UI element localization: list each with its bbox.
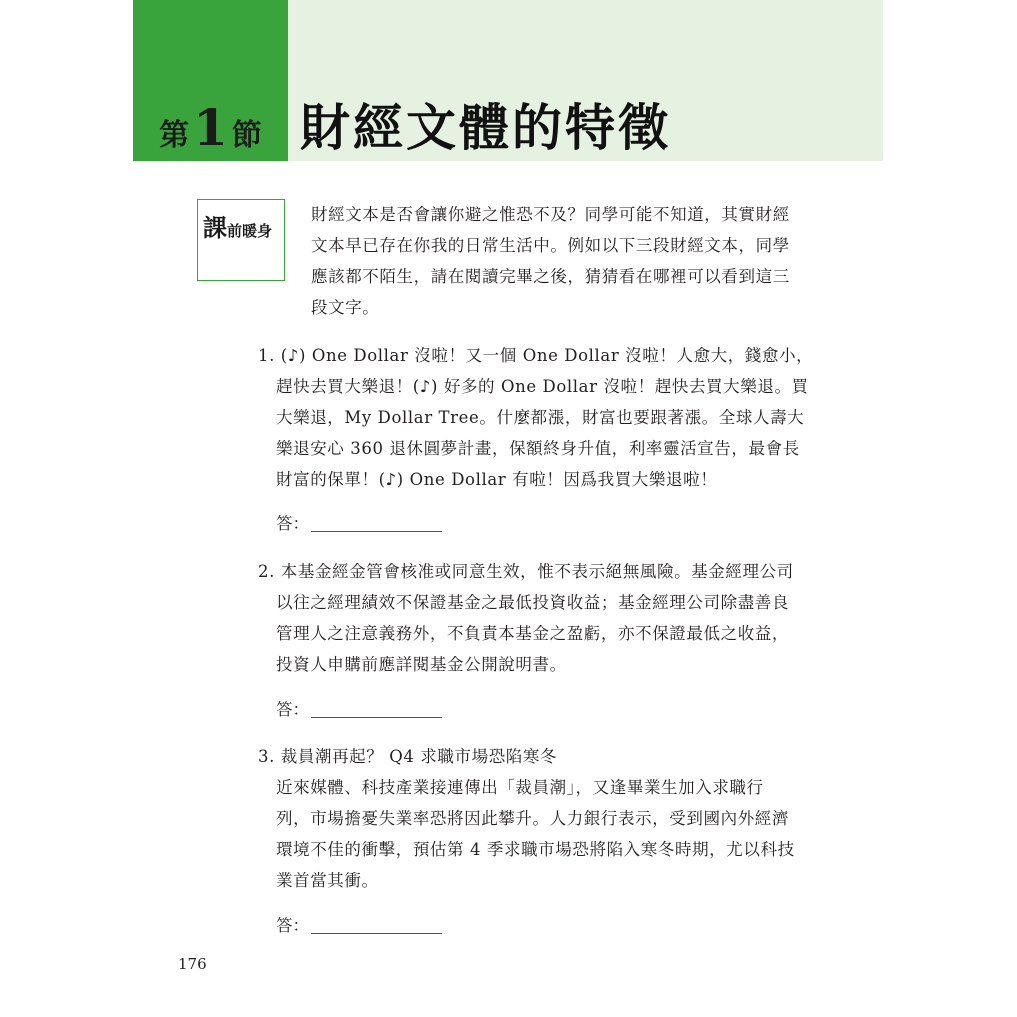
- item-2-line: 投資人申購前應詳閱基金公開說明書。: [276, 655, 567, 674]
- warmup-line: 財經文本是否會讓你避之惟恐不及？同學可能不知道，其實財經: [311, 205, 790, 224]
- section-suffix: 節: [231, 118, 262, 153]
- section-label: [133, 98, 288, 158]
- warmup-label-big: 課: [203, 214, 227, 242]
- item-2-answer-label: 答：: [276, 700, 309, 719]
- item-1-answer-line[interactable]: [311, 531, 442, 532]
- warmup-line: 應該都不陌生，請在閱讀完畢之後，猜猜看在哪裡可以看到這三: [311, 267, 790, 286]
- item-3-answer-label: 答：: [276, 916, 309, 935]
- item-1-line: 大樂退，My Dollar Tree。什麼都漲，財富也要跟著漲。全球人壽大: [276, 408, 805, 427]
- item-3-line: 列，市場擔憂失業率恐將因此攀升。人力銀行表示，受到國內外經濟: [276, 809, 789, 828]
- item-3-line: 近來媒體、科技產業接連傳出「裁員潮」，又逢畢業生加入求職行: [276, 778, 764, 797]
- item-1-line: 趕快去買大樂退！(♪) 好多的 One Dollar 沒啦！趕快去買大樂退。買: [276, 377, 809, 396]
- item-3-answer-line[interactable]: [311, 933, 442, 934]
- item-2-line: 管理人之注意義務外，不負責本基金之盈虧，亦不保證最低之收益，: [276, 624, 789, 643]
- section-number: 1: [193, 98, 228, 157]
- item-1-answer-label: 答：: [276, 514, 309, 533]
- section-prefix: 第: [159, 118, 190, 153]
- item-3-line: 業首當其衝。: [276, 871, 379, 890]
- warmup-line: 文本早已存在你我的日常生活中。例如以下三段財經文本，同學: [311, 236, 790, 255]
- item-1-line: 樂退安心 360 退休圓夢計畫，保額終身升值，利率靈活宣告，最會長: [276, 439, 800, 458]
- item-3-line: 3. 裁員潮再起？ Q4 求職市場恐陷寒冬: [258, 747, 558, 766]
- warmup-label: [203, 208, 272, 243]
- warmup-label-small: 前暖身: [227, 222, 273, 240]
- item-2-line: 2. 本基金經金管會核准或同意生效，惟不表示絕無風險。基金經理公司: [258, 562, 794, 581]
- item-1-line: 財富的保單！(♪) One Dollar 有啦！因爲我買大樂退啦！: [276, 470, 718, 489]
- warmup-line: 段文字。: [311, 298, 380, 317]
- item-2-answer-line[interactable]: [311, 717, 442, 718]
- item-2-line: 以往之經理績效不保證基金之最低投資收益；基金經理公司除盡善良: [276, 593, 789, 612]
- item-3-line: 環境不佳的衝擊，預估第 4 季求職市場恐將陷入寒冬時期，尤以科技: [276, 840, 795, 859]
- item-1-line: 1. (♪) One Dollar 沒啦！又一個 One Dollar 沒啦！人愈大，錢愈小，: [258, 346, 814, 365]
- chapter-title: 財經文體的特徵: [300, 99, 671, 157]
- page-number: 176: [178, 955, 207, 973]
